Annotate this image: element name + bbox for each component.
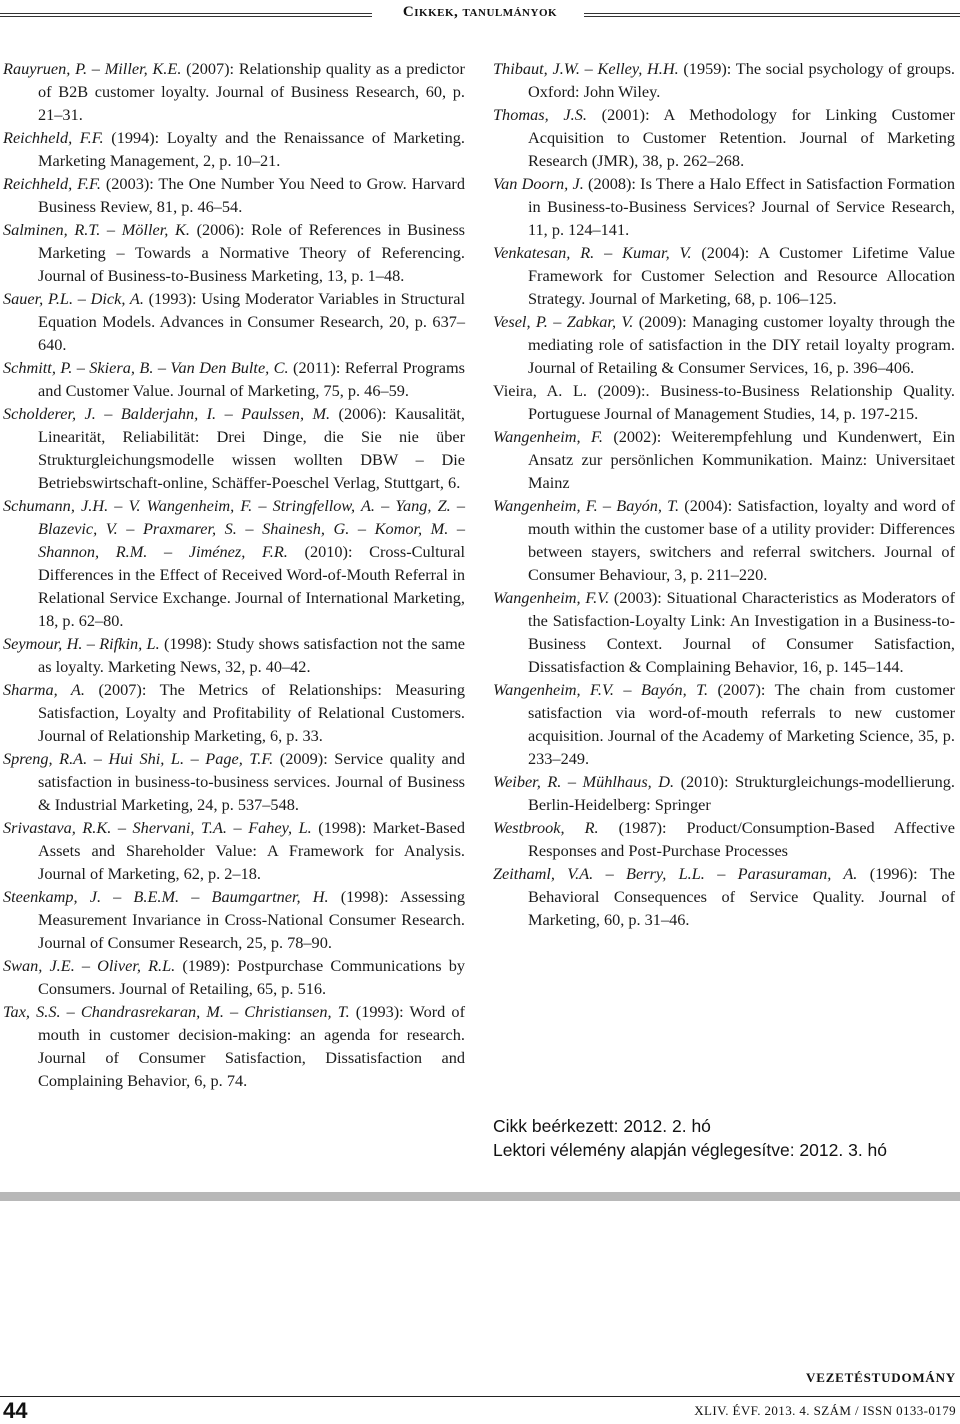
reference-details: (1998): Study shows satisfaction not the same as loyalty. Marketing News, 32, p. 40–42.	[38, 634, 465, 676]
reference-details: (1996): The Behavioral Consequences of Service Quality. Journal of Marketing, 60, p. 31–46.	[528, 864, 955, 929]
reference-entry	[493, 678, 955, 770]
reference-details: (1987): Product/Consumption-Based Affective Responses and Post-Purchase Processes	[528, 818, 955, 860]
reference-authors: Thomas, J.S.	[493, 105, 587, 124]
reference-details: (2004): A Customer Lifetime Value Framework for Customer Selection and Resource Allocation Strategy. Journal of Marketing, 68, p. 106–125.	[528, 243, 955, 308]
reference-entry	[3, 816, 465, 885]
reference-entry	[493, 310, 955, 379]
reference-details: (1998): Market-Based Assets and Shareholder Value: A Framework for Analysis. Journal of Marketing, 62, p. 2–18.	[38, 818, 465, 883]
reference-authors: Thibaut, J.W. – Kelley, H.H.	[493, 59, 679, 78]
reference-entry	[3, 632, 465, 678]
reference-authors: Schumann, J.H. – V. Wangenheim, F. – Stringfellow, A. – Yang, Z. – Blazevic, V. – Praxmarer, S. – Shainesh, G. – Komor, M. – Shannon, R.M. – Jiménez, F.R.	[3, 496, 465, 561]
page-number: 44	[3, 1398, 28, 1423]
reference-entry	[3, 172, 465, 218]
reference-authors: Seymour, H. – Rifkin, L.	[3, 634, 160, 653]
reference-entry	[493, 816, 955, 862]
reference-authors: Weiber, R. – Mühlhaus, D.	[493, 772, 675, 791]
reference-entry	[3, 885, 465, 954]
section-title: Cikkek, tanulmányok	[402, 4, 558, 20]
reference-details: (2003): Situational Characteristics as Moderators of the Satisfaction-Loyalty Link: An Investigation in a Business-to-Business Context. Journal of Consumer Satisfaction, Dissatisfaction & Complaining Behavior, 16, p. 145–144.	[528, 588, 955, 676]
reference-details: (2007): The Metrics of Relationships: Measuring Satisfaction, Loyalty and Profitability of Relational Customers. Journal of Relationship Marketing, 6, p. 33.	[38, 680, 465, 745]
reference-entry	[493, 241, 955, 310]
reference-details: (2006): Kausalität, Linearität, Reliabilität: Drei Dinge, die Sie nie über Strukturgleichungsmodelle wissen wollten DBW – Die Betriebswirtschaft-online, Schäffer-Poeschel Verlag, Stuttgart, 6.	[38, 404, 465, 492]
reference-authors: Steenkamp, J. – B.E.M. – Baumgartner, H.	[3, 887, 329, 906]
reference-details: (1993): Word of mouth in customer decision-making: an agenda for research. Journal of Consumer Satisfaction, Dissatisfaction and Complaining Behavior, 6, p. 74.	[38, 1002, 465, 1090]
section-divider-bar	[0, 1192, 960, 1201]
reference-details: (2002): Weiterempfehlung und Kundenwert, Ein Ansatz zur persönlichen Kommunikation. Mainz: Universitaet Mainz	[528, 427, 955, 492]
reference-details: (2007): Relationship quality as a predictor of B2B customer loyalty. Journal of Business Research, 60, p. 21–31.	[38, 59, 465, 124]
finalized-date: Lektori vélemény alapján véglegesítve: 2012. 3. hó	[493, 1140, 888, 1160]
reference-entry	[493, 586, 955, 678]
reference-authors: Wangenheim, F.V. – Bayón, T.	[493, 680, 709, 699]
reference-entry	[3, 126, 465, 172]
reference-authors: Reichheld, F.F.	[3, 174, 101, 193]
reference-entry	[493, 379, 955, 425]
reference-details: (2009): Managing customer loyalty through the mediating role of satisfaction in the DIY retail loyalty program. Journal of Retailing & Consumer Services, 16, p. 396–406.	[528, 312, 955, 377]
reference-entry	[3, 402, 465, 494]
reference-authors: Van Doorn, J.	[493, 174, 584, 193]
reference-authors: Venkatesan, R. – Kumar, V.	[493, 243, 692, 262]
reference-authors: Wangenheim, F.V.	[493, 588, 610, 607]
reference-entry	[3, 747, 465, 816]
references-right-column	[493, 57, 955, 931]
reference-details: (1959): The social psychology of groups. Oxford: John Wiley.	[528, 59, 955, 101]
reference-details: (2010): Cross-Cultural Differences in the Effect of Received Word-of-Mouth Referral in Relational Service Exchange. Journal of International Marketing, 18, p. 62–80.	[38, 542, 465, 630]
reference-authors: Westbrook, R.	[493, 818, 599, 837]
reference-authors: Tax, S.S. – Chandrasrekaran, M. – Christiansen, T.	[3, 1002, 350, 1021]
reference-details: Vieira, A. L. (2009):. Business-to-Business Relationship Quality. Portuguese Journal of Management Studies, 14, p. 197-215.	[493, 381, 955, 423]
reference-entry	[493, 172, 955, 241]
reference-details: (1993): Using Moderator Variables in Structural Equation Models. Advances in Consumer Research, 20, p. 637–640.	[38, 289, 465, 354]
reference-entry	[3, 57, 465, 126]
reference-details: (2008): Is There a Halo Effect in Satisfaction Formation in Business-to-Business Services? Journal of Service Research, 11, p. 124–141.	[528, 174, 955, 239]
reference-authors: Scholderer, J. – Balderjahn, I. – Paulssen, M.	[3, 404, 331, 423]
reference-entry	[3, 954, 465, 1000]
reference-authors: Sharma, A.	[3, 680, 85, 699]
reference-authors: Vesel, P. – Zabkar, V.	[493, 312, 634, 331]
reference-entry	[493, 770, 955, 816]
reference-details: (2010): Strukturgleichungs-modellierung. Berlin-Heidelberg: Springer	[528, 772, 955, 814]
reference-entry	[3, 1000, 465, 1092]
references-left-column	[3, 57, 465, 1092]
reference-details: (2007): The chain from customer satisfaction via word-of-mouth referrals to new customer acquisition. Journal of the Academy of Marketing Science, 35, p. 233–249.	[528, 680, 955, 768]
reference-entry	[3, 494, 465, 632]
reference-details: (1989): Postpurchase Communications by Consumers. Journal of Retailing, 65, p. 516.	[38, 956, 465, 998]
reference-entry	[3, 287, 465, 356]
reference-authors: Schmitt, P. – Skiera, B. – Van Den Bulte, C.	[3, 358, 289, 377]
reference-authors: Wangenheim, F.	[493, 427, 603, 446]
reference-details: (1998): Assessing Measurement Invariance in Cross-National Consumer Research. Journal of Consumer Research, 25, p. 78–90.	[38, 887, 465, 952]
reference-entry	[493, 57, 955, 103]
article-dates	[493, 1114, 955, 1162]
reference-authors: Reichheld, F.F.	[3, 128, 104, 147]
reference-entry	[493, 425, 955, 494]
reference-details: (2001): A Methodology for Linking Customer Acquisition to Customer Retention. Journal of Marketing Research (JMR), 38, p. 262–268.	[528, 105, 955, 170]
reference-details: (2004): Satisfaction, loyalty and word of mouth within the customer base of a utility provider: Differences between stayers, switchers and referral switchers. Journal of Consumer Behaviour, 3, p. 211–220.	[528, 496, 955, 584]
reference-entry	[493, 494, 955, 586]
page-header	[0, 4, 960, 24]
header-rule-left	[0, 13, 372, 17]
reference-authors: Zeithaml, V.A. – Berry, L.L. – Parasuraman, A.	[493, 864, 858, 883]
reference-entry	[493, 862, 955, 931]
reference-entry	[3, 356, 465, 402]
reference-authors: Salminen, R.T. – Möller, K.	[3, 220, 190, 239]
reference-details: (2003): The One Number You Need to Grow. Harvard Business Review, 81, p. 46–54.	[38, 174, 465, 216]
reference-entry	[3, 218, 465, 287]
reference-authors: Swan, J.E. – Oliver, R.L.	[3, 956, 176, 975]
reference-authors: Sauer, P.L. – Dick, A.	[3, 289, 144, 308]
reference-authors: Srivastava, R.K. – Shervani, T.A. – Fahey, L.	[3, 818, 312, 837]
reference-details: (2011): Referral Programs and Customer Value. Journal of Marketing, 75, p. 46–59.	[38, 358, 465, 400]
reference-authors: Spreng, R.A. – Hui Shi, L. – Page, T.F.	[3, 749, 274, 768]
reference-authors: Wangenheim, F. – Bayón, T.	[493, 496, 680, 515]
reference-entry	[493, 103, 955, 172]
reference-authors: Rauyruen, P. – Miller, K.E.	[3, 59, 182, 78]
footer-rule	[0, 1396, 960, 1397]
reference-details: (1994): Loyalty and the Renaissance of Marketing. Marketing Management, 2, p. 10–21.	[38, 128, 465, 170]
reference-details: (2006): Role of References in Business Marketing – Towards a Normative Theory of Referencing. Journal of Business-to-Business Marketing, 13, p. 1–48.	[38, 220, 465, 285]
reference-entry	[3, 678, 465, 747]
header-rule-right	[584, 13, 960, 17]
reference-details: (2009): Service quality and satisfaction in business-to-business services. Journal of Business & Industrial Marketing, 24, p. 537–548.	[38, 749, 465, 814]
received-date: Cikk beérkezett: 2012. 2. hó	[493, 1116, 711, 1136]
issue-info: XLIV. ÉVF. 2013. 4. SZÁM / ISSN 0133-0179	[694, 1403, 956, 1418]
journal-name: vezetéstudomány	[806, 1366, 956, 1386]
